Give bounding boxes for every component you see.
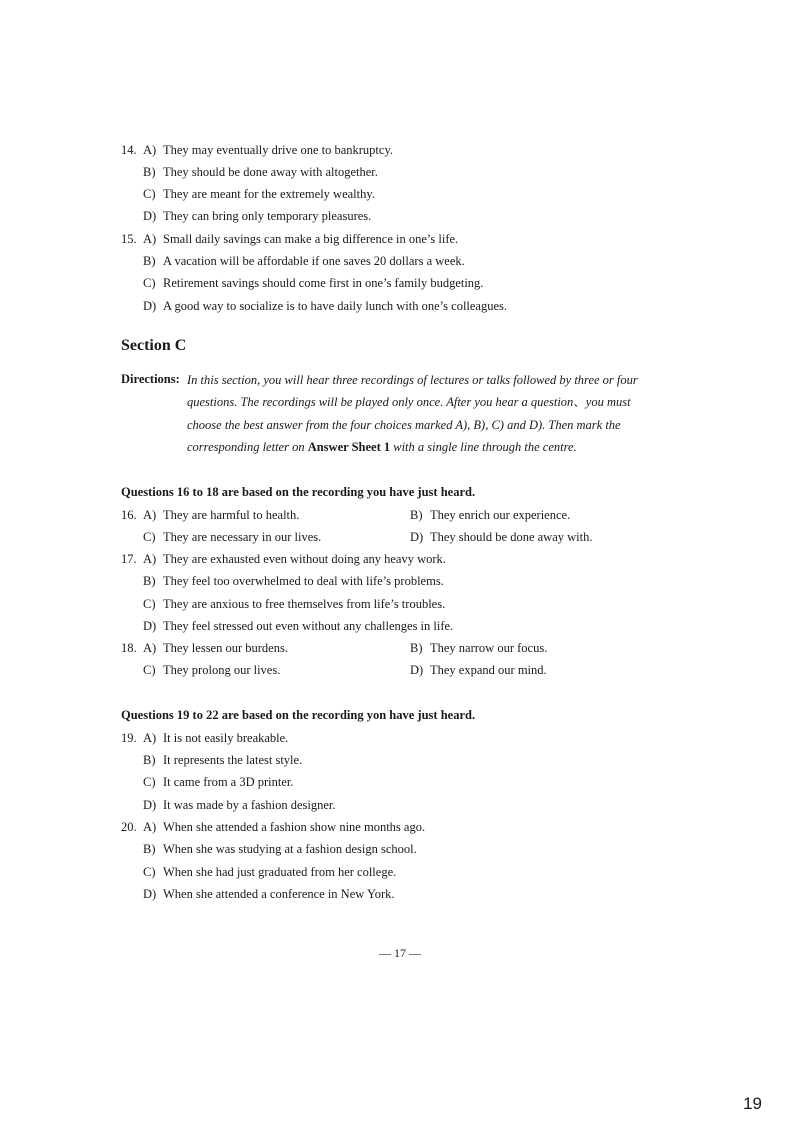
option-text: They should be done away with altogether. [163,165,378,179]
directions-label: Directions: [121,372,180,386]
question-14-option-b [143,164,378,180]
question-16-option-d [410,529,592,545]
option-text: A good way to socialize is to have daily lunch with one’s colleagues. [163,299,508,313]
question-16-option-c [143,529,321,545]
directions-text: corresponding letter on [187,440,308,454]
option-text: When she attended a conference in New York. [163,887,395,901]
option-text: When she was studying at a fashion design school. [163,842,417,856]
option-letter: A) [143,232,157,246]
option-letter: B) [410,508,423,522]
corner-page-number: 19 [743,1094,762,1113]
option-letter: D) [143,209,157,223]
option-letter: B) [143,165,156,179]
option-text: Small daily savings can make a big difference in one’s life. [163,232,459,246]
option-text: It came from a 3D printer. [163,775,294,789]
option-text: They are necessary in our lives. [163,530,322,544]
option-letter: C) [143,530,156,544]
option-letter: A) [143,820,157,834]
question-20-option-c [143,864,396,880]
option-text: They can bring only temporary pleasures. [163,209,372,223]
option-letter: D) [410,663,424,677]
option-letter: B) [143,254,156,268]
option-text: They are anxious to free themselves from life’s troubles. [163,597,446,611]
option-text: When she had just graduated from her college. [163,865,397,879]
option-letter: C) [143,187,156,201]
question-15-option-b [143,253,465,269]
option-text: They feel stressed out even without any challenges in life. [163,619,454,633]
option-letter: A) [143,731,157,745]
option-text: They narrow our focus. [430,641,548,655]
question-18-option-a [121,640,288,656]
option-text: They lessen our burdens. [163,641,288,655]
question-20-option-a [121,819,425,835]
directions-text: with a single line through the centre. [390,440,577,454]
option-letter: D) [143,798,157,812]
questions-19-22-heading: Questions 19 to 22 are based on the recording yon have just heard. [121,708,476,722]
option-letter: B) [143,842,156,856]
option-text: A vacation will be affordable if one saves 20 dollars a week. [163,254,465,268]
option-text: They should be done away with. [430,530,593,544]
section-title: Section C [121,337,187,354]
directions-line-4 [187,439,577,455]
question-number: 14. [121,143,137,157]
question-18-option-b [410,640,547,656]
option-letter: A) [143,508,157,522]
directions-line-2: questions. The recordings will be played only once. After you hear a question、you must [187,395,631,409]
question-17-option-a [121,551,446,567]
question-18-option-d [410,662,547,678]
option-text: It was made by a fashion designer. [163,798,336,812]
option-letter: C) [143,597,156,611]
option-letter: D) [143,887,157,901]
option-letter: B) [143,574,156,588]
option-letter: A) [143,143,157,157]
questions-16-18-heading: Questions 16 to 18 are based on the recording you have just heard. [121,485,476,499]
question-16-option-a [121,507,299,523]
question-number: 17. [121,552,137,566]
question-17-option-d [143,618,453,634]
option-letter: C) [143,865,156,879]
question-number: 15. [121,232,137,246]
question-15-option-d [143,298,507,314]
question-18-option-c [143,662,280,678]
option-letter: D) [410,530,424,544]
answer-sheet-label: Answer Sheet 1 [307,440,391,454]
question-number: 18. [121,641,137,655]
question-14-option-c [143,186,375,202]
page-number: — 17 — [379,946,421,960]
option-letter: D) [143,619,157,633]
option-text: Retirement savings should come first in one’s family budgeting. [163,276,484,290]
question-number: 20. [121,820,137,834]
option-letter: A) [143,552,157,566]
question-14-option-a [121,142,393,158]
question-number: 19. [121,731,137,745]
option-letter: B) [410,641,423,655]
directions-line-1: In this section, you will hear three recordings of lectures or talks followed by three or four [187,373,638,387]
option-text: They expand our mind. [430,663,547,677]
question-14-option-d [143,208,371,224]
question-19-option-b [143,752,302,768]
option-letter: C) [143,276,156,290]
option-letter: C) [143,775,156,789]
option-letter: B) [143,753,156,767]
question-15-option-a [121,231,458,247]
option-text: They enrich our experience. [430,508,571,522]
directions-line-3: choose the best answer from the four choices marked A), B), C) and D). Then mark the [187,418,621,432]
question-17-option-c [143,596,445,612]
question-19-option-d [143,797,336,813]
option-letter: A) [143,641,157,655]
option-letter: D) [143,299,157,313]
option-text: They may eventually drive one to bankruptcy. [163,143,394,157]
option-text: They feel too overwhelmed to deal with life’s problems. [163,574,444,588]
option-text: They are harmful to health. [163,508,300,522]
question-20-option-d [143,886,395,902]
option-text: When she attended a fashion show nine months ago. [163,820,426,834]
question-15-option-c [143,275,483,291]
option-text: They are meant for the extremely wealthy. [163,187,375,201]
question-17-option-b [143,573,444,589]
question-number: 16. [121,508,137,522]
option-letter: C) [143,663,156,677]
option-text: They prolong our lives. [163,663,281,677]
option-text: It is not easily breakable. [163,731,289,745]
question-20-option-b [143,841,417,857]
option-text: They are exhausted even without doing any heavy work. [163,552,446,566]
option-text: It represents the latest style. [163,753,303,767]
question-19-option-a [121,730,288,746]
question-19-option-c [143,774,294,790]
question-16-option-b [410,507,570,523]
